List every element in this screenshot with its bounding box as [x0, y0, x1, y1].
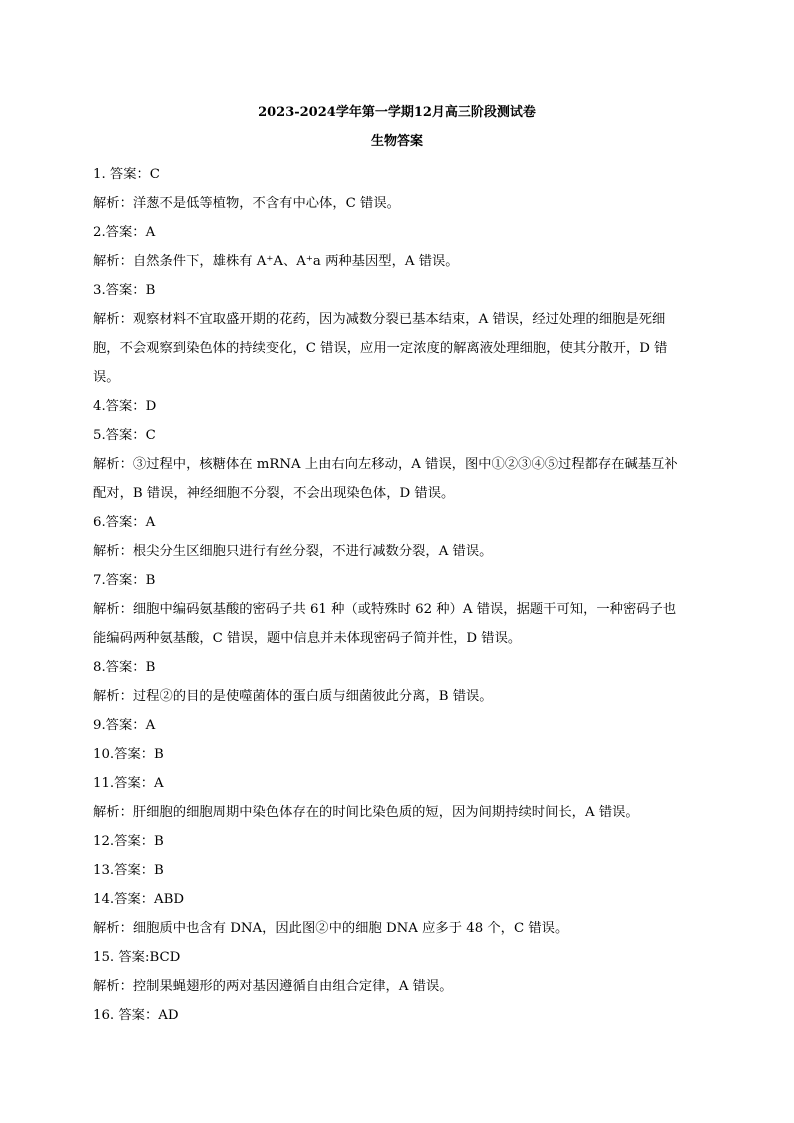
explanation-line: 解析：③过程中，核糖体在 mRNA 上由右向左移动，A 错误，图中①②③④⑤过程都存在碱基互补 [93, 457, 678, 472]
explanation-line: 误。 [93, 370, 120, 385]
answer-line: 11.答案：A [93, 776, 164, 791]
answer-line: 1. 答案：C [93, 167, 160, 182]
explanation-line: 解析：观察材料不宜取盛开期的花药，因为减数分裂已基本结束，A 错误，经过处理的细胞是死细 [93, 312, 666, 327]
document-title: 2023-2024学年第一学期12月高三阶段测试卷 [258, 105, 536, 120]
explanation-line: 解析：根尖分生区细胞只进行有丝分裂，不进行减数分裂，A 错误。 [93, 544, 493, 559]
explanation-line: 配对，B 错误，神经细胞不分裂，不会出现染色体，D 错误。 [93, 486, 455, 501]
answer-line: 15. 答案:BCD [93, 950, 181, 965]
document-subtitle: 生物答案 [370, 134, 423, 149]
answer-line: 9.答案：A [93, 718, 156, 733]
answer-line: 6.答案：A [93, 515, 156, 530]
explanation-line: 解析：细胞质中也含有 DNA，因此图②中的细胞 DNA 应多于 48 个，C 错误。 [93, 921, 569, 936]
explanation-line: 解析：肝细胞的细胞周期中染色体存在的时间比染色质的短，因为间期持续时间长，A 错误。 [93, 805, 639, 820]
answer-line: 7.答案：B [93, 573, 156, 588]
answer-line: 8.答案：B [93, 660, 156, 675]
answer-line: 16. 答案：AD [93, 1008, 179, 1023]
explanation-line: 能编码两种氨基酸，C 错误，题中信息并未体现密码子简并性，D 错误。 [93, 631, 522, 646]
explanation-line: 解析：过程②的目的是使噬菌体的蛋白质与细菌彼此分离，B 错误。 [93, 689, 493, 704]
answer-line: 14.答案：ABD [93, 892, 185, 907]
explanation-line: 解析：自然条件下，雄株有 A⁺A、A⁺a 两种基因型，A 错误。 [93, 254, 459, 269]
explanation-line: 解析：细胞中编码氨基酸的密码子共 61 种（或特殊时 62 种）A 错误，据题干可知，一种密码子也 [93, 602, 677, 617]
answer-line: 2.答案：A [93, 225, 156, 240]
explanation-line: 胞，不会观察到染色体的持续变化，C 错误，应用一定浓度的解离液处理细胞，使其分散开，D 错 [93, 341, 668, 356]
answer-line: 12.答案：B [93, 834, 164, 849]
answer-line: 3.答案：B [93, 283, 156, 298]
answer-line: 13.答案：B [93, 863, 164, 878]
explanation-line: 解析：洋葱不是低等植物，不含有中心体，C 错误。 [93, 196, 400, 211]
answer-list [93, 160, 705, 1030]
answer-line: 5.答案：C [93, 428, 156, 443]
explanation-line: 解析：控制果蝇翅形的两对基因遵循自由组合定律，A 错误。 [93, 979, 453, 994]
answer-line: 4.答案：D [93, 399, 157, 414]
answer-line: 10.答案：B [93, 747, 164, 762]
